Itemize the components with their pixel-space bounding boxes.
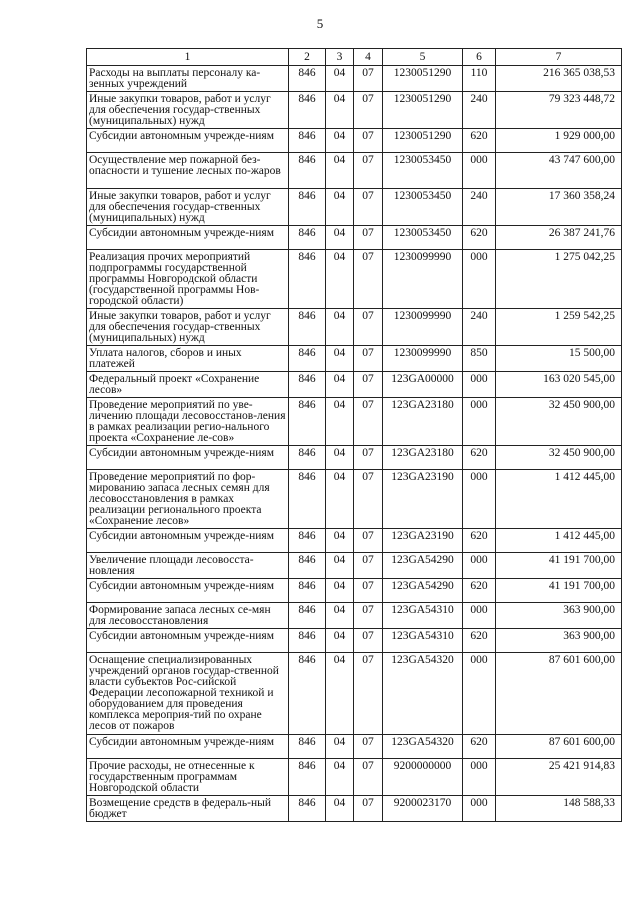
- department-code-cell: 846: [289, 653, 326, 735]
- section-code-cell: 04: [326, 189, 354, 226]
- department-code-cell: 846: [289, 372, 326, 398]
- target-article-cell: 1230053450: [383, 189, 463, 226]
- amount-cell: 17 360 358,24: [496, 189, 622, 226]
- subsection-code-cell: 07: [354, 346, 383, 372]
- table-row: [87, 309, 622, 346]
- expense-type-cell: 000: [463, 470, 496, 529]
- section-code-cell: 04: [326, 398, 354, 446]
- section-code-cell: 04: [326, 446, 354, 470]
- header-cell: 6: [463, 49, 496, 66]
- amount-cell: 1 412 445,00: [496, 470, 622, 529]
- row-name-cell: Осуществление мер пожарной без-опасности и тушение лесных по-жаров: [87, 153, 289, 189]
- row-name-cell: Субсидии автономным учрежде-ниям: [87, 579, 289, 603]
- section-code-cell: 04: [326, 629, 354, 653]
- expense-type-cell: 000: [463, 759, 496, 796]
- row-name-cell: Субсидии автономным учрежде-ниям: [87, 129, 289, 153]
- expense-type-cell: 000: [463, 796, 496, 822]
- subsection-code-cell: 07: [354, 92, 383, 129]
- row-name-cell: Субсидии автономным учрежде-ниям: [87, 529, 289, 553]
- amount-cell: 163 020 545,00: [496, 372, 622, 398]
- subsection-code-cell: 07: [354, 470, 383, 529]
- expense-type-cell: 240: [463, 92, 496, 129]
- header-cell: 1: [87, 49, 289, 66]
- section-code-cell: 04: [326, 759, 354, 796]
- target-article-cell: 123GA54320: [383, 735, 463, 759]
- section-code-cell: 04: [326, 579, 354, 603]
- target-article-cell: 123GA23180: [383, 398, 463, 446]
- page-number: 5: [316, 16, 324, 31]
- expense-type-cell: 000: [463, 372, 496, 398]
- table-row: [87, 629, 622, 653]
- row-name-cell: Федеральный проект «Сохранение лесов»: [87, 372, 289, 398]
- subsection-code-cell: 07: [354, 153, 383, 189]
- section-code-cell: 04: [326, 735, 354, 759]
- row-name-cell: Иные закупки товаров, работ и услуг для обеспечения государ-ственных (муниципальных) нужд: [87, 189, 289, 226]
- subsection-code-cell: 07: [354, 309, 383, 346]
- section-code-cell: 04: [326, 309, 354, 346]
- subsection-code-cell: 07: [354, 735, 383, 759]
- amount-cell: 32 450 900,00: [496, 398, 622, 446]
- row-name-cell: Проведение мероприятий по уве-личению площади лесовосстанов-ления в рамках реализации регио-нального проекта «Сохранение ле-сов»: [87, 398, 289, 446]
- subsection-code-cell: 07: [354, 226, 383, 250]
- subsection-code-cell: 07: [354, 553, 383, 579]
- department-code-cell: 846: [289, 629, 326, 653]
- row-name-cell: Увеличение площади лесовосста-новления: [87, 553, 289, 579]
- department-code-cell: 846: [289, 759, 326, 796]
- department-code-cell: 846: [289, 529, 326, 553]
- department-code-cell: 846: [289, 189, 326, 226]
- expense-type-cell: 620: [463, 579, 496, 603]
- section-code-cell: 04: [326, 553, 354, 579]
- row-name-cell: Иные закупки товаров, работ и услуг для обеспечения государ-ственных (муниципальных) нужд: [87, 92, 289, 129]
- row-name-cell: Субсидии автономным учрежде-ниям: [87, 446, 289, 470]
- expense-type-cell: 620: [463, 529, 496, 553]
- target-article-cell: 123GA23190: [383, 529, 463, 553]
- expense-type-cell: 240: [463, 189, 496, 226]
- department-code-cell: 846: [289, 553, 326, 579]
- amount-cell: 1 412 445,00: [496, 529, 622, 553]
- section-code-cell: 04: [326, 226, 354, 250]
- target-article-cell: 123GA54310: [383, 629, 463, 653]
- expense-type-cell: 620: [463, 629, 496, 653]
- subsection-code-cell: 07: [354, 529, 383, 553]
- target-article-cell: 1230051290: [383, 92, 463, 129]
- target-article-cell: 1230099990: [383, 309, 463, 346]
- department-code-cell: 846: [289, 92, 326, 129]
- row-name-cell: Расходы на выплаты персоналу ка-зенных учреждений: [87, 66, 289, 92]
- budget-table: [86, 48, 622, 822]
- header-cell: 7: [496, 49, 622, 66]
- department-code-cell: 846: [289, 346, 326, 372]
- target-article-cell: 1230053450: [383, 226, 463, 250]
- subsection-code-cell: 07: [354, 189, 383, 226]
- row-name-cell: Субсидии автономным учрежде-ниям: [87, 226, 289, 250]
- department-code-cell: 846: [289, 398, 326, 446]
- amount-cell: 41 191 700,00: [496, 579, 622, 603]
- table-row: [87, 66, 622, 92]
- table-row: [87, 129, 622, 153]
- section-code-cell: 04: [326, 653, 354, 735]
- table-row: [87, 398, 622, 446]
- table-row: [87, 796, 622, 822]
- row-name-cell: Прочие расходы, не отнесенные к государственным программам Новгородской области: [87, 759, 289, 796]
- section-code-cell: 04: [326, 796, 354, 822]
- subsection-code-cell: 07: [354, 446, 383, 470]
- table-row: [87, 92, 622, 129]
- table-row: [87, 372, 622, 398]
- table-row: [87, 603, 622, 629]
- department-code-cell: 846: [289, 446, 326, 470]
- section-code-cell: 04: [326, 470, 354, 529]
- target-article-cell: 9200023170: [383, 796, 463, 822]
- section-code-cell: 04: [326, 129, 354, 153]
- amount-cell: 43 747 600,00: [496, 153, 622, 189]
- table-row: [87, 250, 622, 309]
- target-article-cell: 123GA54320: [383, 653, 463, 735]
- table-row: [87, 346, 622, 372]
- row-name-cell: Субсидии автономным учрежде-ниям: [87, 629, 289, 653]
- table-row: [87, 579, 622, 603]
- amount-cell: 87 601 600,00: [496, 735, 622, 759]
- row-name-cell: Иные закупки товаров, работ и услуг для обеспечения государ-ственных (муниципальных) нужд: [87, 309, 289, 346]
- section-code-cell: 04: [326, 66, 354, 92]
- department-code-cell: 846: [289, 129, 326, 153]
- expense-type-cell: 000: [463, 653, 496, 735]
- target-article-cell: 1230053450: [383, 153, 463, 189]
- expense-type-cell: 110: [463, 66, 496, 92]
- department-code-cell: 846: [289, 579, 326, 603]
- table-row: [87, 470, 622, 529]
- subsection-code-cell: 07: [354, 796, 383, 822]
- expense-type-cell: 000: [463, 603, 496, 629]
- header-cell: 2: [289, 49, 326, 66]
- expense-type-cell: 620: [463, 129, 496, 153]
- section-code-cell: 04: [326, 529, 354, 553]
- header-cell: 4: [354, 49, 383, 66]
- table-row: [87, 553, 622, 579]
- expense-type-cell: 850: [463, 346, 496, 372]
- table-row: [87, 189, 622, 226]
- subsection-code-cell: 07: [354, 579, 383, 603]
- table-row: [87, 735, 622, 759]
- target-article-cell: 123GA00000: [383, 372, 463, 398]
- subsection-code-cell: 07: [354, 66, 383, 92]
- amount-cell: 1 929 000,00: [496, 129, 622, 153]
- row-name-cell: Возмещение средств в федераль-ный бюджет: [87, 796, 289, 822]
- department-code-cell: 846: [289, 309, 326, 346]
- amount-cell: 363 900,00: [496, 603, 622, 629]
- subsection-code-cell: 07: [354, 250, 383, 309]
- row-name-cell: Уплата налогов, сборов и иных платежей: [87, 346, 289, 372]
- header-cell: 5: [383, 49, 463, 66]
- expense-type-cell: 000: [463, 398, 496, 446]
- department-code-cell: 846: [289, 153, 326, 189]
- target-article-cell: 123GA54290: [383, 553, 463, 579]
- amount-cell: 79 323 448,72: [496, 92, 622, 129]
- target-article-cell: 123GA23190: [383, 470, 463, 529]
- subsection-code-cell: 07: [354, 759, 383, 796]
- table-row: [87, 759, 622, 796]
- target-article-cell: 123GA54310: [383, 603, 463, 629]
- amount-cell: 32 450 900,00: [496, 446, 622, 470]
- target-article-cell: 1230051290: [383, 129, 463, 153]
- subsection-code-cell: 07: [354, 653, 383, 735]
- amount-cell: 25 421 914,83: [496, 759, 622, 796]
- table-row: [87, 653, 622, 735]
- section-code-cell: 04: [326, 153, 354, 189]
- table-row: [87, 153, 622, 189]
- expense-type-cell: 000: [463, 553, 496, 579]
- row-name-cell: Проведение мероприятий по фор-мированию запаса лесных семян для лесовосстановления в рамках реализации регионального проекта «Сохранение лесов»: [87, 470, 289, 529]
- subsection-code-cell: 07: [354, 398, 383, 446]
- row-name-cell: Субсидии автономным учрежде-ниям: [87, 735, 289, 759]
- department-code-cell: 846: [289, 226, 326, 250]
- department-code-cell: 846: [289, 470, 326, 529]
- row-name-cell: Оснащение специализированных учреждений органов государ-ственной власти субъектов Рос-сийской Федерации лесопожарной техникой и оборудованием для проведения комплекса мероприя-тий по охране лесов от пожаров: [87, 653, 289, 735]
- expense-type-cell: 000: [463, 250, 496, 309]
- amount-cell: 216 365 038,53: [496, 66, 622, 92]
- table-row: [87, 446, 622, 470]
- row-name-cell: Реализация прочих мероприятий подпрограммы государственной программы Новгородской области (государственной программы Нов-городской области): [87, 250, 289, 309]
- section-code-cell: 04: [326, 92, 354, 129]
- amount-cell: 363 900,00: [496, 629, 622, 653]
- subsection-code-cell: 07: [354, 629, 383, 653]
- amount-cell: 1 275 042,25: [496, 250, 622, 309]
- amount-cell: 87 601 600,00: [496, 653, 622, 735]
- section-code-cell: 04: [326, 372, 354, 398]
- target-article-cell: 1230099990: [383, 250, 463, 309]
- target-article-cell: 1230099990: [383, 346, 463, 372]
- expense-type-cell: 000: [463, 153, 496, 189]
- amount-cell: 1 259 542,25: [496, 309, 622, 346]
- amount-cell: 26 387 241,76: [496, 226, 622, 250]
- expense-type-cell: 620: [463, 446, 496, 470]
- amount-cell: 15 500,00: [496, 346, 622, 372]
- expense-type-cell: 620: [463, 735, 496, 759]
- subsection-code-cell: 07: [354, 372, 383, 398]
- target-article-cell: 123GA54290: [383, 579, 463, 603]
- subsection-code-cell: 07: [354, 603, 383, 629]
- expense-type-cell: 620: [463, 226, 496, 250]
- department-code-cell: 846: [289, 603, 326, 629]
- section-code-cell: 04: [326, 346, 354, 372]
- section-code-cell: 04: [326, 603, 354, 629]
- amount-cell: 148 588,33: [496, 796, 622, 822]
- department-code-cell: 846: [289, 250, 326, 309]
- row-name-cell: Формирование запаса лесных се-мян для лесовосстановления: [87, 603, 289, 629]
- section-code-cell: 04: [326, 250, 354, 309]
- expense-type-cell: 240: [463, 309, 496, 346]
- table-header-row: [87, 49, 622, 66]
- target-article-cell: 123GA23180: [383, 446, 463, 470]
- target-article-cell: 1230051290: [383, 66, 463, 92]
- amount-cell: 41 191 700,00: [496, 553, 622, 579]
- target-article-cell: 9200000000: [383, 759, 463, 796]
- department-code-cell: 846: [289, 796, 326, 822]
- department-code-cell: 846: [289, 66, 326, 92]
- department-code-cell: 846: [289, 735, 326, 759]
- header-cell: 3: [326, 49, 354, 66]
- table-row: [87, 226, 622, 250]
- table-row: [87, 529, 622, 553]
- subsection-code-cell: 07: [354, 129, 383, 153]
